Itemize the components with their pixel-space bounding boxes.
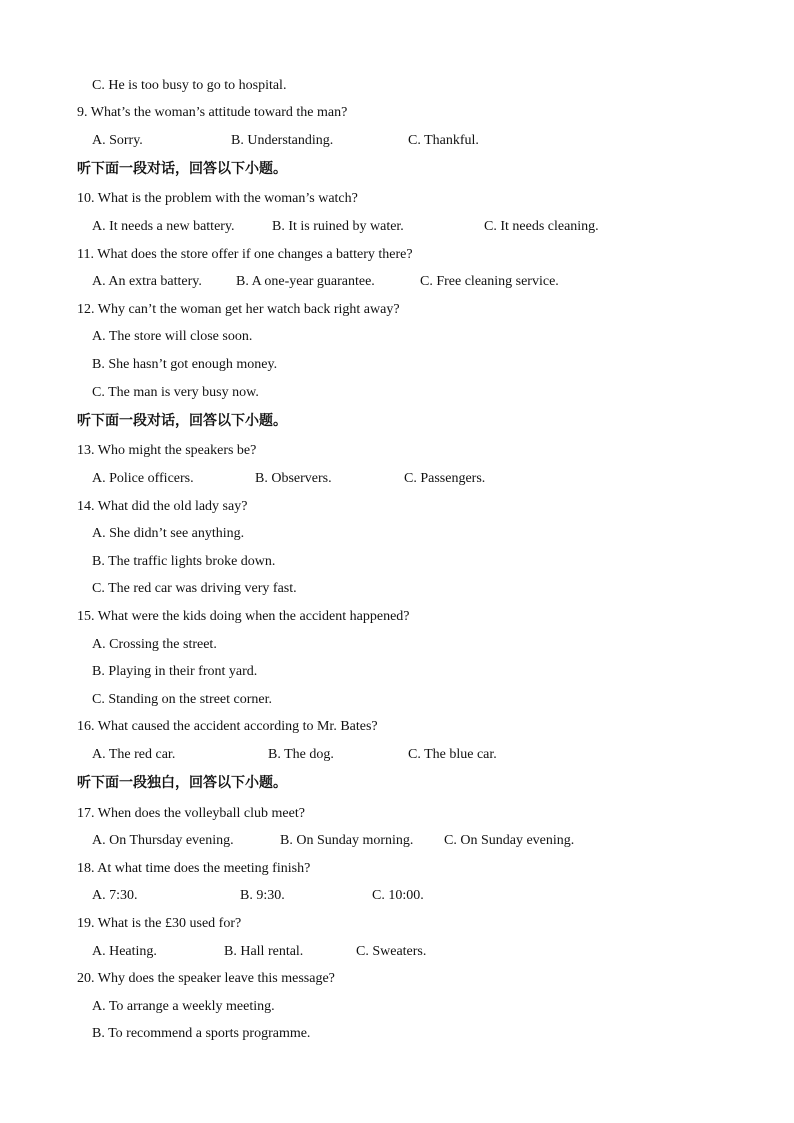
q16-option-c: C. The blue car. bbox=[408, 747, 497, 762]
q15-option-a: A. Crossing the street. bbox=[92, 637, 217, 652]
question-18: 18. At what time does the meeting finish? bbox=[77, 861, 311, 876]
q18-option-c: C. 10:00. bbox=[372, 888, 424, 903]
q12-option-c: C. The man is very busy now. bbox=[92, 385, 259, 400]
q16-option-a: A. The red car. bbox=[92, 747, 176, 762]
q19-option-b: B. Hall rental. bbox=[224, 944, 304, 959]
q15-option-b: B. Playing in their front yard. bbox=[92, 664, 258, 679]
question-20: 20. Why does the speaker leave this message? bbox=[77, 971, 335, 986]
q18-option-b: B. 9:30. bbox=[240, 888, 285, 903]
question-15: 15. What were the kids doing when the accident happened? bbox=[77, 609, 410, 624]
q11-option-c: C. Free cleaning service. bbox=[420, 274, 559, 289]
q13-option-b: B. Observers. bbox=[255, 471, 332, 486]
q18-option-a: A. 7:30. bbox=[92, 888, 138, 903]
q12-option-b: B. She hasn’t got enough money. bbox=[92, 357, 278, 372]
q9-option-c: C. Thankful. bbox=[408, 133, 479, 148]
q15-option-c: C. Standing on the street corner. bbox=[92, 692, 273, 707]
section-heading-dialogue: 听下面一段对话，回答以下小题。 bbox=[77, 413, 287, 429]
question-14: 14. What did the old lady say? bbox=[77, 499, 248, 514]
q10-option-c: C. It needs cleaning. bbox=[484, 219, 599, 234]
q17-option-b: B. On Sunday morning. bbox=[280, 833, 414, 848]
q12-option-a: A. The store will close soon. bbox=[92, 329, 253, 344]
q17-option-c: C. On Sunday evening. bbox=[444, 833, 575, 848]
q20-option-b: B. To recommend a sports programme. bbox=[92, 1026, 311, 1041]
q19-option-c: C. Sweaters. bbox=[356, 944, 427, 959]
q8-option-c: C. He is too busy to go to hospital. bbox=[92, 78, 287, 93]
q13-option-c: C. Passengers. bbox=[404, 471, 486, 486]
q13-option-a: A. Police officers. bbox=[92, 471, 194, 486]
q17-option-a: A. On Thursday evening. bbox=[92, 833, 234, 848]
question-16: 16. What caused the accident according to Mr. Bates? bbox=[77, 719, 378, 734]
q14-option-b: B. The traffic lights broke down. bbox=[92, 554, 276, 569]
q11-option-a: A. An extra battery. bbox=[92, 274, 202, 289]
q9-option-a: A. Sorry. bbox=[92, 133, 143, 148]
question-12: 12. Why can’t the woman get her watch back right away? bbox=[77, 302, 400, 317]
q11-option-b: B. A one-year guarantee. bbox=[236, 274, 375, 289]
q10-option-b: B. It is ruined by water. bbox=[272, 219, 404, 234]
q19-option-a: A. Heating. bbox=[92, 944, 157, 959]
question-13: 13. Who might the speakers be? bbox=[77, 443, 257, 458]
question-17: 17. When does the volleyball club meet? bbox=[77, 806, 305, 821]
q14-option-c: C. The red car was driving very fast. bbox=[92, 581, 297, 596]
question-9: 9. What’s the woman’s attitude toward the man? bbox=[77, 105, 348, 120]
section-heading-dialogue: 听下面一段对话，回答以下小题。 bbox=[77, 161, 287, 177]
q16-option-b: B. The dog. bbox=[268, 747, 334, 762]
q14-option-a: A. She didn’t see anything. bbox=[92, 526, 245, 541]
q20-option-a: A. To arrange a weekly meeting. bbox=[92, 999, 275, 1014]
q10-option-a: A. It needs a new battery. bbox=[92, 219, 235, 234]
section-heading-monologue: 听下面一段独白，回答以下小题。 bbox=[77, 775, 287, 791]
question-10: 10. What is the problem with the woman’s watch? bbox=[77, 191, 358, 206]
question-19: 19. What is the £30 used for? bbox=[77, 916, 242, 931]
question-11: 11. What does the store offer if one changes a battery there? bbox=[77, 247, 413, 262]
q9-option-b: B. Understanding. bbox=[231, 133, 334, 148]
